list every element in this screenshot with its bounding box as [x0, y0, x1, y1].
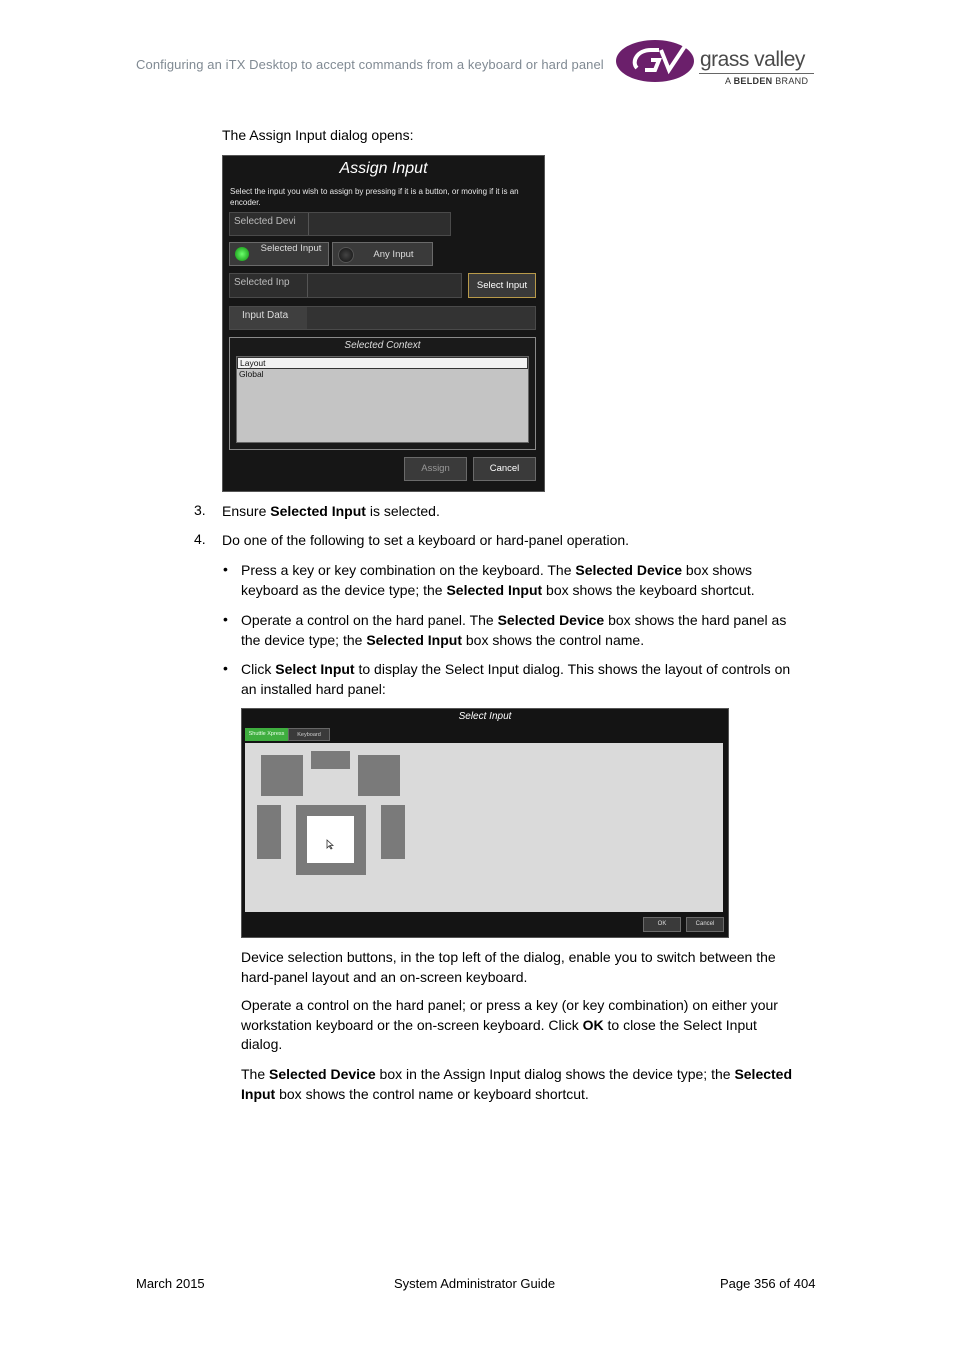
step-number: 3.	[194, 502, 206, 518]
any-input-toggle[interactable]: Any Input	[332, 242, 433, 266]
any-input-led-icon	[338, 247, 354, 263]
paragraph: The Selected Device box in the Assign Input dialog shows the device type; the Selected Input box shows the control name or keyboard shortcut.	[241, 1066, 793, 1102]
footer-date: March 2015	[136, 1276, 205, 1291]
assign-button[interactable]: Assign	[404, 457, 467, 481]
dialog-instruction: Select the input you wish to assign by pressing if it is a button, or moving if it is an encoder.	[230, 187, 519, 207]
bullet-icon: •	[223, 561, 228, 577]
jog-shuttle-ring[interactable]	[296, 805, 366, 875]
step-number: 4.	[194, 531, 206, 547]
panel-button[interactable]	[381, 805, 405, 859]
selected-led-icon	[235, 247, 249, 261]
step-text: Do one of the following to set a keyboard or hard-panel operation.	[222, 532, 630, 548]
cancel-button[interactable]: Cancel	[473, 457, 536, 481]
bullet-item: Press a key or key combination on the keyboard. The Selected Device box shows keyboard as the device type; the Selected Input box shows the keyboard shortcut.	[241, 562, 755, 598]
running-title: Configuring an iTX Desktop to accept commands from a keyboard or hard panel	[136, 57, 604, 72]
selected-input-toggle[interactable]: Selected Input	[229, 242, 329, 266]
tab-keyboard[interactable]: Keyboard	[288, 728, 330, 741]
panel-button[interactable]	[261, 755, 303, 796]
assign-input-dialog	[222, 155, 545, 492]
bullet-item: Click Select Input to display the Select Input dialog. This shows the layout of controls on an installed hard panel:	[241, 661, 791, 697]
hard-panel-layout	[245, 743, 723, 912]
select-dialog-title: Select Input	[458, 711, 512, 722]
logo-tagline: A BELDEN BRAND	[725, 76, 809, 86]
panel-button[interactable]	[358, 755, 400, 796]
context-item-global[interactable]: Global	[239, 369, 264, 379]
context-title: Selected Context	[344, 340, 421, 351]
panel-button[interactable]	[311, 751, 350, 769]
selected-input-label: Selected Inp	[234, 277, 290, 288]
cursor-arrow-icon	[326, 839, 334, 850]
grass-valley-logo	[615, 36, 820, 92]
selected-context-group	[229, 337, 536, 450]
intro-text: The Assign Input dialog opens:	[222, 127, 414, 143]
bullet-icon: •	[223, 611, 228, 627]
selected-input-field[interactable]	[229, 273, 462, 298]
panel-button[interactable]	[257, 805, 281, 859]
selected-device-label: Selected Devi	[234, 216, 296, 227]
bullet-item: Operate a control on the hard panel. The Selected Device box shows the hard panel as the device type; the Selected Input box shows the control name.	[241, 612, 787, 648]
context-item-layout[interactable]: Layout	[237, 357, 528, 369]
input-data-label: Input Data	[242, 310, 289, 321]
tab-shuttle-xpress[interactable]: Shuttle Xpress	[245, 728, 288, 741]
logo-divider	[699, 73, 814, 74]
cancel-button[interactable]: Cancel	[686, 917, 724, 932]
ok-button[interactable]: OK	[643, 917, 681, 932]
step-text: Ensure Selected Input is selected.	[222, 503, 440, 519]
jog-wheel[interactable]	[307, 816, 354, 863]
logo-wordmark: grass valley	[700, 48, 805, 71]
bullet-icon: •	[223, 660, 228, 676]
footer-guide-title: System Administrator Guide	[394, 1276, 556, 1291]
selected-device-field[interactable]	[229, 212, 451, 236]
paragraph: Device selection buttons, in the top left of the dialog, enable you to switch between the hard-panel layout and an on-screen keyboard.	[241, 949, 776, 985]
input-data-field[interactable]	[229, 306, 536, 330]
context-list[interactable]	[236, 356, 529, 443]
select-input-dialog	[241, 708, 729, 938]
paragraph: Operate a control on the hard panel; or press a key (or key combination) on either your workstation keyboard or the on-screen keyboard. Click OK to close the Select Input dialog.	[241, 997, 778, 1052]
select-input-button[interactable]: Select Input	[468, 273, 536, 298]
footer-page-number: Page 356 of 404	[720, 1276, 816, 1291]
gv-logo-icon	[615, 38, 699, 84]
dialog-title: Assign Input	[339, 160, 428, 177]
